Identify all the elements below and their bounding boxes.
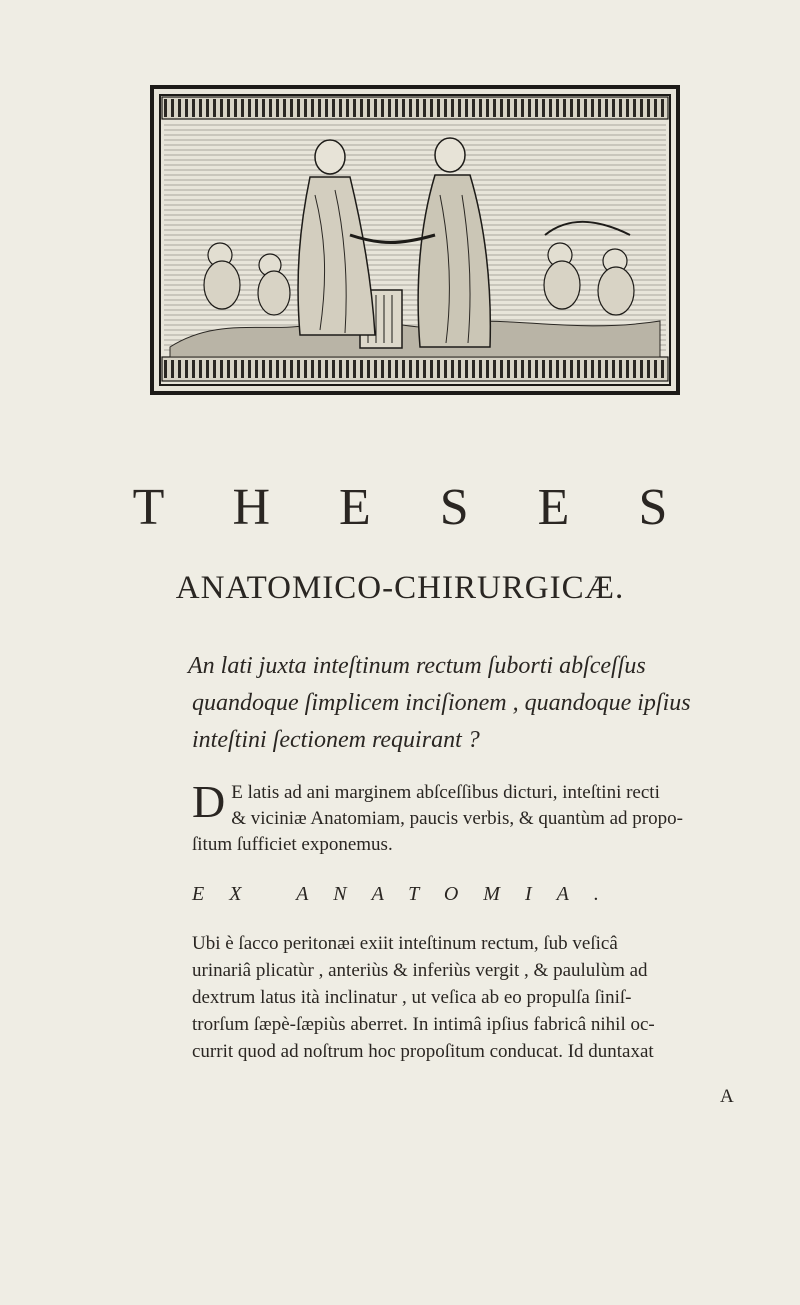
- body-line: dextrum latus ità inclinatur , ut veſica ab eo propulſa ſiniſ-: [192, 987, 632, 1008]
- intro-line: E latis ad ani marginem abſceſſibus dicturi, inteſtini recti: [231, 782, 660, 803]
- body-line: currit quod ad noſtrum hoc propoſitum conducat. Id duntaxat: [192, 1041, 654, 1062]
- page-title: T H E S E S: [132, 479, 696, 536]
- page-subtitle: ANATOMICO-CHIRURGICÆ.: [175, 570, 625, 606]
- drop-cap: D: [192, 776, 226, 827]
- question-line: quandoque ſimplicem inciſionem , quandoque ipſius: [192, 690, 691, 716]
- intro-paragraph: [192, 776, 750, 858]
- body-line: trorſum ſæpè-ſæpiùs aberret. In intimâ ipſius fabricâ nihil oc-: [192, 1014, 655, 1035]
- intro-line: ſitum ſufficiet exponemus.: [192, 834, 393, 855]
- question-line: inteſtini ſectionem requirant ?: [192, 727, 480, 753]
- engraved-headpiece: [150, 85, 680, 395]
- body-line: Ubi è ſacco peritonæi exiit inteſtinum rectum, ſub veſicâ: [192, 933, 618, 954]
- section-heading: EX ANATOMIA.: [192, 883, 624, 905]
- thesis-question: [188, 648, 752, 759]
- catchword: A: [720, 1086, 734, 1107]
- headpiece-illustration: [150, 85, 680, 395]
- body-line: urinariâ plicatùr , anteriùs & inferiùs vergit , & paululùm ad: [192, 960, 648, 981]
- body-paragraph: [192, 930, 752, 1065]
- intro-line: & viciniæ Anatomiam, paucis verbis, & quantùm ad propo-: [231, 808, 683, 829]
- question-line: An lati juxta inteſtinum rectum ſuborti abſceſſus: [188, 653, 646, 679]
